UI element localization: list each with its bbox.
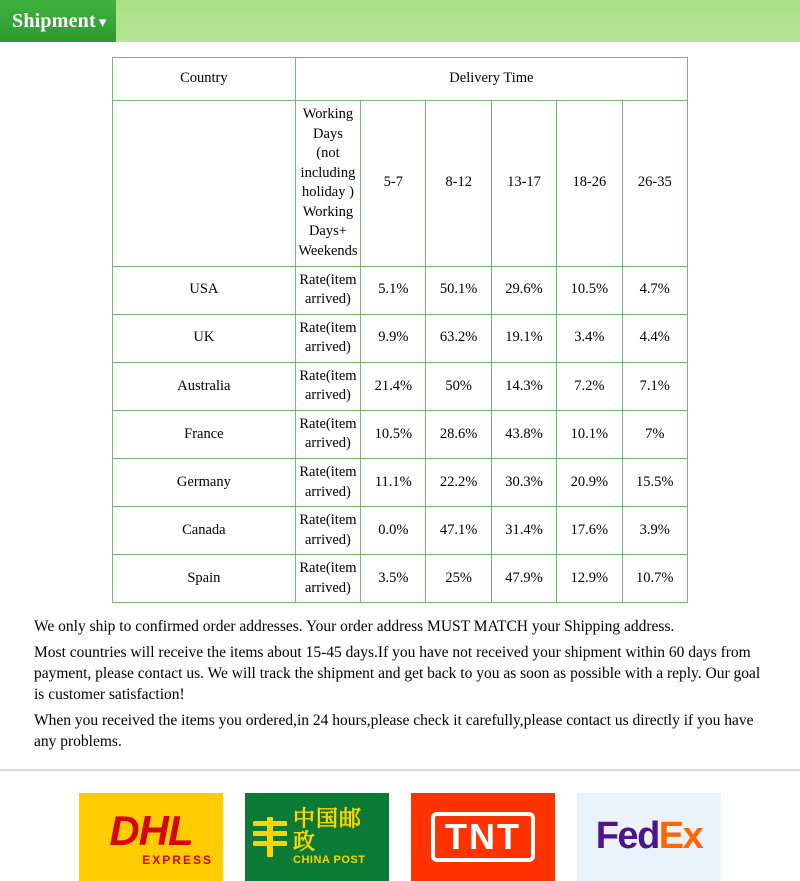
row-value: 0.0%	[361, 507, 426, 555]
row-value: 4.4%	[622, 314, 687, 362]
tnt-wordmark: TNT	[431, 812, 535, 862]
dhl-wordmark: DHL	[109, 806, 193, 854]
table-row	[113, 459, 688, 507]
shipment-tab[interactable]	[0, 0, 116, 42]
table-row	[113, 410, 688, 458]
row-value: 10.5%	[361, 410, 426, 458]
china-post-logo	[245, 793, 389, 881]
table-row	[113, 314, 688, 362]
fedex-wordmark	[596, 815, 703, 858]
row-country: Spain	[113, 555, 296, 603]
row-value: 25%	[426, 555, 491, 603]
shipment-banner	[0, 0, 800, 43]
row-value: 3.4%	[557, 314, 622, 362]
row-value: 10.7%	[622, 555, 687, 603]
row-country: UK	[113, 314, 296, 362]
working-days-line-2: (not including holiday )	[300, 145, 356, 201]
row-value: 63.2%	[426, 314, 491, 362]
row-value: 30.3%	[491, 459, 556, 507]
header-range-4: 26-35	[622, 101, 687, 267]
row-rate-label: Rate(item arrived)	[295, 410, 360, 458]
row-country: Germany	[113, 459, 296, 507]
row-value: 4.7%	[622, 266, 687, 314]
fedex-logo	[577, 793, 721, 881]
delivery-table-wrapper	[0, 43, 800, 603]
row-value: 17.6%	[557, 507, 622, 555]
header-delivery-time: Delivery Time	[295, 58, 687, 101]
chevron-down-icon: ▾	[98, 14, 107, 31]
row-value: 15.5%	[622, 459, 687, 507]
china-post-text	[293, 807, 381, 867]
row-value: 9.9%	[361, 314, 426, 362]
row-value: 31.4%	[491, 507, 556, 555]
row-value: 20.9%	[557, 459, 622, 507]
table-row	[113, 266, 688, 314]
row-value: 7.1%	[622, 362, 687, 410]
row-value: 47.1%	[426, 507, 491, 555]
row-value: 21.4%	[361, 362, 426, 410]
header-blank	[113, 101, 296, 267]
working-days-line-1: Working Days	[302, 106, 354, 142]
row-rate-label: Rate(item arrived)	[295, 459, 360, 507]
row-rate-label: Rate(item arrived)	[295, 266, 360, 314]
row-country: France	[113, 410, 296, 458]
row-value: 10.5%	[557, 266, 622, 314]
table-header-row-2	[113, 101, 688, 267]
row-country: USA	[113, 266, 296, 314]
policy-paragraph-1: We only ship to confirmed order addresses. Your order address MUST MATCH your Shipping address.	[34, 618, 675, 636]
policy-paragraph-3: When you received the items you ordered,in 24 hours,please check it carefully,please contact us directly if you have any problems.	[34, 712, 754, 750]
row-value: 50.1%	[426, 266, 491, 314]
shipment-tab-label: Shipment	[12, 9, 96, 32]
dhl-express-label: EXPRESS	[142, 852, 213, 867]
row-value: 11.1%	[361, 459, 426, 507]
header-range-1: 8-12	[426, 101, 491, 267]
china-post-mark-icon	[253, 815, 287, 859]
table-row	[113, 507, 688, 555]
row-value: 50%	[426, 362, 491, 410]
china-post-english-label: CHINA POST	[293, 854, 366, 867]
row-value: 29.6%	[491, 266, 556, 314]
row-value: 22.2%	[426, 459, 491, 507]
row-value: 12.9%	[557, 555, 622, 603]
row-rate-label: Rate(item arrived)	[295, 507, 360, 555]
row-value: 7%	[622, 410, 687, 458]
row-value: 14.3%	[491, 362, 556, 410]
working-days-line-3: Working Days+ Weekends	[298, 203, 358, 259]
row-value: 10.1%	[557, 410, 622, 458]
courier-logo-row	[0, 793, 800, 881]
table-row	[113, 362, 688, 410]
tnt-logo	[411, 793, 555, 881]
row-value: 7.2%	[557, 362, 622, 410]
header-range-0: 5-7	[361, 101, 426, 267]
delivery-time-table	[112, 57, 688, 603]
dhl-logo	[79, 793, 223, 881]
policy-paragraph-2: Most countries will receive the items about 15-45 days.If you have not received your shipment within 60 days from payment, please contact us. We will track the shipment and get back to you as soon as possible with a reply. Our goal is customer satisfaction!	[34, 644, 761, 704]
header-country: Country	[113, 58, 296, 101]
header-range-2: 13-17	[491, 101, 556, 267]
row-value: 19.1%	[491, 314, 556, 362]
row-country: Australia	[113, 362, 296, 410]
row-value: 43.8%	[491, 410, 556, 458]
fedex-ex-text: Ex	[658, 815, 703, 858]
row-value: 5.1%	[361, 266, 426, 314]
row-value: 3.9%	[622, 507, 687, 555]
row-rate-label: Rate(item arrived)	[295, 362, 360, 410]
table-row	[113, 555, 688, 603]
row-value: 3.5%	[361, 555, 426, 603]
row-country: Canada	[113, 507, 296, 555]
row-value: 28.6%	[426, 410, 491, 458]
row-value: 47.9%	[491, 555, 556, 603]
fedex-fed-text: Fed	[595, 815, 659, 858]
table-header-row-1	[113, 58, 688, 101]
row-rate-label: Rate(item arrived)	[295, 555, 360, 603]
header-working-days	[295, 101, 360, 267]
section-divider	[0, 769, 800, 771]
header-range-3: 18-26	[557, 101, 622, 267]
row-rate-label: Rate(item arrived)	[295, 314, 360, 362]
shipping-policy-text	[0, 617, 800, 753]
china-post-chinese-label: 中国邮政	[293, 806, 363, 855]
shipment-content	[0, 43, 800, 881]
